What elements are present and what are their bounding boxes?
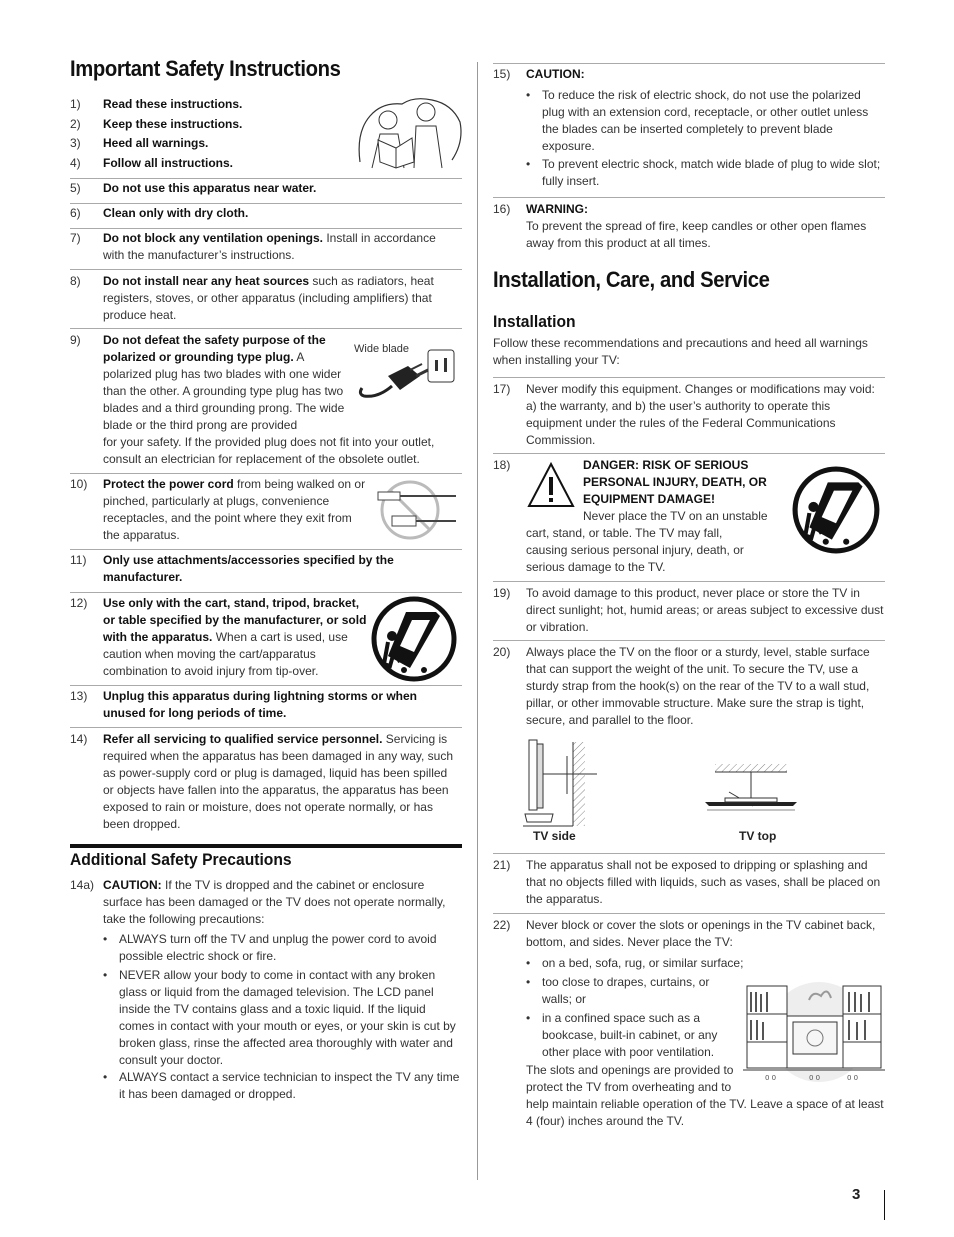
reading-instructions-illustration [352, 92, 464, 170]
bookcase-ventilation-illustration [743, 980, 885, 1086]
item-bold: Do not install near any heat sources [103, 274, 310, 288]
rule [70, 727, 462, 728]
item-number: 15) [493, 67, 511, 81]
section-heading: Additional Safety Precautions [70, 850, 292, 869]
rule [70, 178, 462, 179]
page-number: 3 [852, 1186, 861, 1203]
item-rest: from being walked on or pinched, particularly at plugs, convenience receptacles, and the point where they exit from the apparatus. [103, 477, 366, 542]
bullet-item: • To prevent electric shock, match wide blade of plug to wide slot; fully insert. [542, 156, 886, 190]
item-number: 21) [493, 858, 511, 872]
rule [70, 228, 462, 229]
item-text: Unplug this apparatus during lightning storms or when unused for long periods of time. [103, 689, 417, 720]
item-text [103, 877, 463, 928]
cart-tipover-warning-icon [791, 466, 883, 554]
item-number: 18) [493, 458, 511, 472]
rule [493, 63, 885, 64]
item-text: help maintain reliable operation of the TV. Leave a space of at least 4 (four) inches around the TV. [526, 1097, 884, 1128]
rule [70, 203, 462, 204]
svg-text:0 0: 0 0 [809, 1074, 821, 1082]
rule [70, 549, 462, 550]
item-number: 22) [493, 918, 511, 932]
svg-text:0 0: 0 0 [765, 1074, 777, 1082]
item-number: 3) [70, 136, 81, 150]
item-number: 16) [493, 202, 511, 216]
svg-text:0 0: 0 0 [847, 1074, 859, 1082]
rule [70, 685, 462, 686]
rule [70, 269, 462, 270]
bullet-item: • ALWAYS contact a service technician to inspect the TV any time it has been damaged or dropped. [119, 1069, 463, 1103]
rule [493, 581, 885, 582]
item-rest: Servicing is required when the apparatus has been damaged in any way, such as power-supply cord or plug is damaged, liquid has been spilled or objects have fallen into the apparatus, the apparatus has been exposed to rain or moisture, does not operate normally, or has been dropped. [103, 732, 454, 831]
bullet-item: • NEVER allow your body to come in contact with any broken glass or liquid from the damaged television. The LCD panel inside the TV contains glass and a toxic liquid. If the liquid comes in contact with your mouth or eyes, or your skin is cut by broken glass, rinse the affected area thoroughly with water and consult your doctor. [119, 967, 463, 1069]
rule [493, 853, 885, 854]
item-number: 14a) [70, 878, 95, 892]
item-bold: CAUTION: [103, 878, 162, 892]
item-number: 6) [70, 206, 81, 220]
item-number: 10) [70, 477, 88, 491]
item-bold: Do not defeat the safety purpose of the polarized or grounding type plug. [103, 333, 326, 364]
page-number-bar [884, 1190, 885, 1220]
item-text: Only use attachments/accessories specified by the manufacturer. [103, 553, 394, 584]
tv-top-caption: TV top [739, 829, 777, 843]
item-number: 19) [493, 586, 511, 600]
item-bold: Protect the power cord [103, 477, 234, 491]
rule [70, 592, 462, 593]
item-text: Clean only with dry cloth. [103, 206, 249, 220]
item-text: Follow all instructions. [103, 156, 234, 170]
section-rule [70, 844, 462, 848]
item-text [103, 332, 355, 434]
item-text: Always place the TV on the floor or a sturdy, level, stable surface that can support the weight of the unit. To secure the TV, use a sturdy strap from the hook(s) on the rear of the TV to a wall stud, pillar, or other immovable structure. Make sure the strap is tight, secure, and parallel to the floor. [526, 645, 870, 727]
column-divider [477, 62, 478, 1180]
polarized-plug-illustration [358, 346, 462, 412]
intro-text: Follow these recommendations and precautions and heed all warnings when installing your TV: [493, 336, 868, 367]
item-text: To prevent the spread of fire, keep candles or other open flames away from this product at all times. [526, 219, 867, 250]
item-rest: When a cart is used, use caution when moving the cart/apparatus combination to avoid injury from tip-over. [103, 630, 348, 678]
tv-side-caption: TV side [533, 829, 576, 843]
item-text: Read these instructions. [103, 97, 243, 111]
item-bold: Refer all servicing to qualified service personnel. [103, 732, 383, 746]
item-text: The apparatus shall not be exposed to dripping or splashing and that no objects filled with liquids, such as vases, shall be placed on the apparatus. [526, 858, 881, 906]
item-text: for your safety. If the provided plug does not fit into your outlet, consult an electrician for replacement of the obsolete outlet. [103, 435, 435, 466]
rule [70, 328, 462, 329]
item-number: 4) [70, 156, 81, 170]
bullet-item: • ALWAYS turn off the TV and unplug the power cord to avoid possible electric shock or fire. [119, 931, 463, 965]
item-rest: A polarized plug has two blades with one wider than the other. A grounding type plug has two blades and a third grounding prong. The wide blade or the third prong are provided [103, 350, 345, 432]
danger-heading: DANGER: RISK OF SERIOUS PERSONAL INJURY, DEATH, OR EQUIPMENT DAMAGE! [583, 458, 767, 506]
bullet-item: • in a confined space such as a bookcase, built-in cabinet, or any other place with poor ventilation. [542, 1010, 738, 1061]
item-text: Never block or cover the slots or openings in the TV cabinet back, bottom, and sides. Never place the TV: [526, 918, 876, 949]
item-rest: Install in accordance with the manufacturer’s instructions. [103, 231, 436, 262]
rule [70, 473, 462, 474]
item-bold: Use only with the cart, stand, tripod, bracket, or table specified by the manufacturer, or sold with the apparatus. [103, 596, 367, 644]
item-number: 5) [70, 181, 81, 195]
item-rest: such as radiators, heat registers, stoves, or other apparatus (including amplifiers) that produce heat. [103, 274, 434, 322]
tv-top-strap-diagram [703, 762, 799, 822]
power-cord-prohibited-illustration [370, 478, 460, 540]
item-text: Heed all warnings. [103, 136, 209, 150]
rule [493, 640, 885, 641]
item-text [103, 595, 369, 680]
item-number: 13) [70, 689, 88, 703]
rule [493, 913, 885, 914]
item-text [103, 731, 461, 833]
item-text: cart, stand, or table. The TV may fall, causing serious personal injury, death, or serious damage to the TV. [526, 526, 744, 574]
item-number: 9) [70, 333, 81, 347]
item-number: 14) [70, 732, 88, 746]
item-number: 8) [70, 274, 81, 288]
item-text: Never place the TV on an unstable [583, 509, 768, 523]
warning-triangle-icon [527, 461, 575, 509]
bullet-item: • on a bed, sofa, rug, or similar surface; [542, 955, 882, 972]
section-title: Installation, Care, and Service [493, 267, 770, 292]
item-text [103, 273, 458, 324]
item-text: Keep these instructions. [103, 117, 243, 131]
item-text: Do not use this apparatus near water. [103, 181, 317, 195]
item-text [103, 230, 458, 264]
item-number: 7) [70, 231, 81, 245]
tv-side-strap-diagram [523, 738, 613, 828]
item-text: CAUTION: [526, 67, 585, 81]
item-bold: Do not block any ventilation openings. [103, 231, 324, 245]
bullet-item: • too close to drapes, curtains, or walls; or [542, 974, 732, 1008]
item-rest: If the TV is dropped and the cabinet or enclosure surface has been damaged or the TV does not operate normally, take the following precautions: [103, 878, 446, 926]
item-text: WARNING: [526, 202, 588, 216]
subsection-heading: Installation [493, 312, 576, 331]
page-title: Important Safety Instructions [70, 56, 341, 81]
item-number: 20) [493, 645, 511, 659]
item-number: 12) [70, 596, 88, 610]
cart-tipover-warning-icon [370, 596, 460, 682]
item-number: 17) [493, 382, 511, 396]
rule [493, 377, 885, 378]
item-text: Never modify this equipment. Changes or modifications may void: a) the warranty, and b) the user’s authority to operate this equipment under the rules of the Federal Communications Commission. [526, 382, 875, 447]
item-number: 2) [70, 117, 81, 131]
wide-blade-label: Wide blade [354, 343, 410, 355]
bullet-item: • To reduce the risk of electric shock, do not use the polarized plug with an extension cord, receptacle, or other outlet unless the blades can be inserted completely to prevent blade exposure. [542, 87, 886, 155]
item-text [103, 476, 368, 544]
item-text: To avoid damage to this product, never place or store the TV in direct sunlight; hot, humid areas; or areas subject to excessive dust or vibration. [526, 586, 884, 634]
rule [493, 453, 885, 454]
item-text: The slots and openings are provided to protect the TV from overheating and to [526, 1063, 734, 1094]
item-number: 11) [70, 553, 87, 567]
rule [493, 197, 885, 198]
item-number: 1) [70, 97, 81, 111]
